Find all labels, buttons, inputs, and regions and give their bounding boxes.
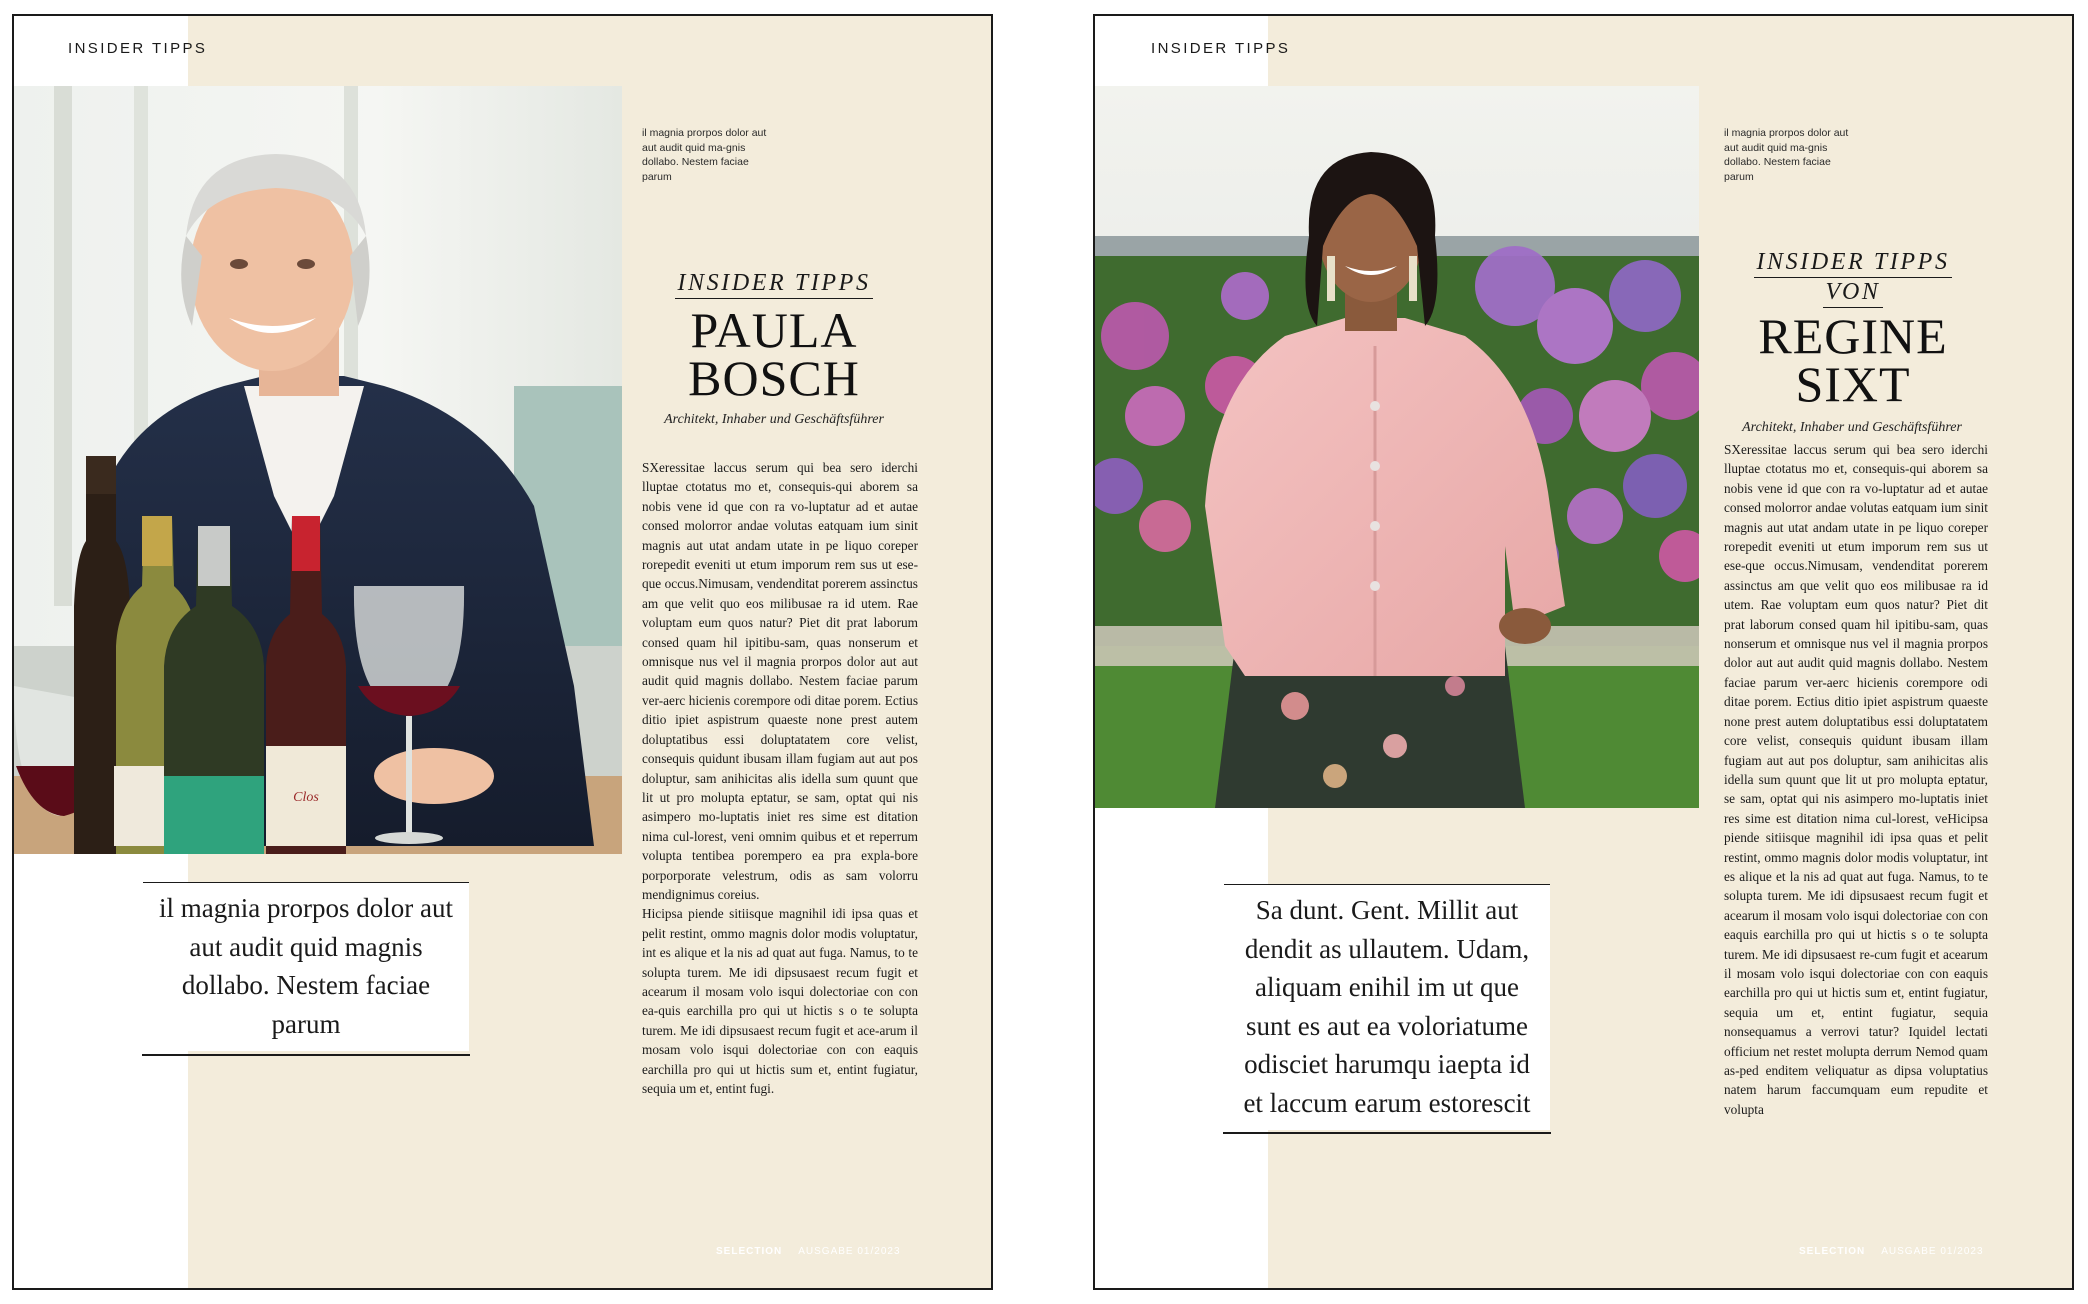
svg-text:Clos: Clos bbox=[293, 790, 319, 805]
pull-quote: il magnia prorpos dolor aut aut audit quid magnis dollabo. Nestem faciae parum bbox=[143, 882, 469, 1051]
garden-portrait-illustration bbox=[1095, 86, 1699, 808]
sidenote: il magnia prorpos dolor aut aut audit quid ma-gnis dollabo. Nestem faciae parum bbox=[642, 127, 767, 183]
interviewee-name bbox=[1723, 308, 1983, 412]
magazine-page-left bbox=[12, 14, 993, 1290]
magazine-page-right bbox=[1093, 14, 2074, 1290]
pull-quote-rule bbox=[1223, 1132, 1551, 1134]
kicker-text: INSIDER TIPPS bbox=[675, 270, 872, 299]
body-paragraph-2: Hicipsa piende sitiisque magnihil idi ipsa quas et pelit restint, ommo magnis dolor modis voluptatur, int es alique et la nis ad quat aut fuga. Namus, to te solupta turem. Me idi dipsusaest recum fugit et acearum il mosam volo isqui dolectoriae con con ea-quis earchilla pro qui ut hictis s o te solupta turem. Me idi dipsusaest recum fugit et ace-arum il mosam volo isqui dolectoriae con con eaquis earchilla pro qui ut hictis sum et, entint fugiatur, sequia um et, entint fugi. bbox=[642, 906, 918, 1096]
name-line-2: SIXT bbox=[1795, 356, 1911, 412]
role-subtitle: Architekt, Inhaber und Geschäftsführer bbox=[1742, 420, 1962, 435]
name-line-1: REGINE bbox=[1758, 308, 1948, 364]
kicker-text-line-2: VON bbox=[1823, 279, 1882, 308]
article-body bbox=[1724, 440, 1988, 1119]
running-head: INSIDER TIPPS bbox=[1151, 40, 1291, 57]
kicker-heading bbox=[1723, 248, 1983, 308]
footer-brand: SELECTION bbox=[716, 1246, 783, 1257]
article-body bbox=[642, 458, 918, 1098]
pull-quote: Sa dunt. Gent. Millit aut dendit as ullautem. Udam, aliquam enihil im ut que sunt es aut ea voloriatume odisciet harumqu iaepta id et laccum earum estorescit bbox=[1224, 884, 1550, 1130]
sidenote: il magnia prorpos dolor aut aut audit quid ma-gnis dollabo. Nestem faciae parum bbox=[1724, 127, 1849, 183]
footer-issue: AUSGABE 01/2023 bbox=[1881, 1246, 1984, 1257]
name-line-2: BOSCH bbox=[688, 350, 860, 406]
wine-portrait-illustration bbox=[14, 86, 622, 854]
name-line-1: PAULA bbox=[690, 302, 858, 358]
body-paragraph-1: SXeressitae laccus serum qui bea sero iderchi lluptae ctotatus mo et, consequis-qui aborem sa nobis vene id que con ra vo-luptatur ad et autae consed molorror andae volutas eatquam ium sinit magnis aut utat andam utate in pe liquo coreper rorepedit eveniti ut etum imporum rem sus ut ese-que occus.Nimusam, vendenditat porerem assinctus am que velit quo eos milibusae ra id utem. Rae voluptam eum quos natur? Piet dit prat laborum consed quam hil ipitibu-sam, quas nonserum et omnisque nus vel il magnia prorpos dolor aut aut audit quid magnis dollabo. Nestem faciae parum ver-aerc hicienis corempore odi ditae porem. Ectius ditio ipiet aspistrum quaeste none prest autem doluptatibus essi doluptatatem core velist, consequis quidunt ibusam illam fugiam aut aut pos doluptur, sam anihicitas alis idella sum quunt que lit ut pro molupta eptatur, se sam, optat qui nis asimpero mo-luptatis iniet res sime est ditation nima cul-lorest, veHicipsa piende sitiisque magnihil idi ipsa quas et pelit restint, ommo magnis dolor modis voluptatur, int es alique et la nis ad quat aut fuga. Namus, to te solupta turem. Me idi dipsusaest recum fugit et acearum il mosam volo isqui dolectoriae con con eaquis earchilla pro qui ut hictis s o te solupta turem. Me idi dipsusaest re-cum fugit et acearum il mosam volo isqui dolectoriae con con eaquis earchilla pro qui ut hictis sum et, entint fugiatur, sequia um et, entint fugiatur, sequia nonsequamus a verrovi tatur? Iquidel lectati officium net restet molupta derrum Nemod quam as-ped enditem veliquatur as dipsa voluptatius natem harum faccumquam eum repudite et volupta bbox=[1724, 442, 1988, 1117]
footer-issue: AUSGABE 01/2023 bbox=[798, 1246, 901, 1257]
footer-brand: SELECTION bbox=[1799, 1246, 1866, 1257]
kicker-heading bbox=[654, 270, 894, 299]
portrait-photo-regine-sixt bbox=[1095, 86, 1699, 808]
page-footer bbox=[1799, 1246, 1984, 1257]
kicker-text-line-1: INSIDER TIPPS bbox=[1754, 249, 1951, 278]
page-footer bbox=[716, 1246, 901, 1257]
role-subtitle: Architekt, Inhaber und Geschäftsführer bbox=[664, 412, 884, 427]
body-paragraph-1: SXeressitae laccus serum qui bea sero iderchi lluptae ctotatus mo et, consequis-qui aborem sa nobis vene id que con ra vo-luptatur ad et autae consed molorror andae volutas eatquam ium sinit magnis aut utat andam utate in pe liquo coreper rorepedit eveniti ut etum imporum rem sus ut ese-que occus.Nimusam, vendenditat porerem assinctus am que velit quo eos milibusae ra id utem. Rae voluptam eum quos natur? Piet dit prat laborum consed quam hil ipitibu-sam, quas nonserum et omnisque nus vel il magnia prorpos dolor aut aut audit quid magnis dollabo. Nestem faciae parum ver-aerc hicienis corempore odi ditae porem. Ectius ditio ipiet aspistrum quaeste none prest autem doluptatibus essi doluptatatem core velist, consequis quidunt ibusam illam fugiam aut aut pos doluptur, sam anihicitas alis idella sum quunt que lit ut pro molupta eptatur, se sam, optat qui nis asimpero mo-luptatis iniet res sime est ditation nima cul-lorest, veni omnim quibus et et reperrum volupta tentibea porempero ea pra expla-bore porporporate velestrum, odis as sam volorru mendignimus coreius. bbox=[642, 460, 918, 902]
running-head: INSIDER TIPPS bbox=[68, 40, 208, 57]
portrait-photo-paula-bosch bbox=[14, 86, 622, 854]
interviewee-name bbox=[654, 302, 894, 406]
pull-quote-rule bbox=[142, 1054, 470, 1056]
